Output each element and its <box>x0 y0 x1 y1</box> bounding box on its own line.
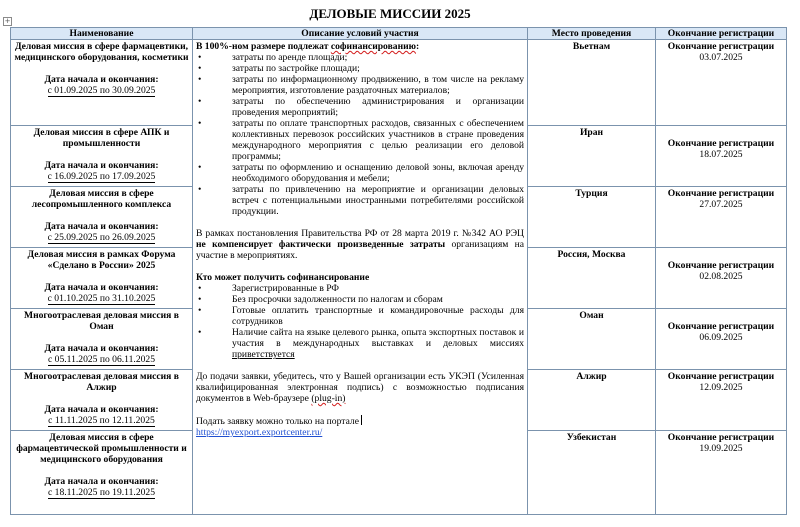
place-cell[interactable]: Вьетнам <box>528 40 656 126</box>
table-move-handle[interactable]: + <box>4 17 11 25</box>
decree-text: В рамках постановления Правительства РФ от 28 марта 2019 г. №342 АО РЭЦ <box>196 228 524 239</box>
list-item: • Зарегистрированные в РФ <box>196 283 524 294</box>
deadline-cell[interactable] <box>656 126 787 187</box>
ukep-text: До подачи заявки, убедитесь, что у Вашей организации есть УКЭП (Усиленная квалифицированная электронная подпись) с возможностью подписания документов в Web-браузере <box>196 371 524 404</box>
deadline-cell[interactable] <box>656 309 787 370</box>
cofin-word: софинансированию <box>330 41 416 52</box>
deadline-date: 06.09.2025 <box>699 332 743 343</box>
place-cell[interactable]: Турция <box>528 187 656 248</box>
mission-dates: с 18.11.2025 по 19.11.2025 <box>47 487 156 498</box>
place-cell[interactable]: Узбекистан <box>528 431 656 515</box>
who-site-text: Наличие сайта на языке целевого рынка, опыта экспортных поставок и участия в международных выставках и деловых миссиях <box>232 327 524 349</box>
deadline-cell[interactable] <box>656 40 787 126</box>
mission-name: Многоотраслевая деловая миссия в Оман <box>24 310 179 332</box>
deadline-label: Окончание регистрации <box>667 321 775 332</box>
description-cell[interactable] <box>193 40 528 515</box>
mission-name: Деловая миссия в рамках Форума «Сделано в России» 2025 <box>27 249 176 271</box>
mission-dates: с 16.09.2025 по 17.09.2025 <box>47 171 156 182</box>
portal-link[interactable]: https://myexport.exportcenter.ru/ <box>196 427 323 438</box>
place-cell[interactable]: Россия, Москва <box>528 248 656 309</box>
deadline-label: Окончание регистрации <box>667 138 775 149</box>
list-item: • затраты по информационному продвижению, в том числе на рекламу мероприятия, изготовление раздаточных материалов; <box>196 74 524 96</box>
missions-table <box>10 27 787 515</box>
mission-dates: с 11.11.2025 по 12.11.2025 <box>48 415 155 426</box>
list-item: • затраты по привлечению на мероприятие и организации деловых встреч с потенциальными иностранными потребителями российской продукции. <box>196 184 524 217</box>
cofin-colon: : <box>415 41 420 52</box>
who-list <box>196 283 524 360</box>
cofin-prefix: В 100%-ном размере подлежат <box>196 41 331 52</box>
decree-paragraph <box>196 228 524 261</box>
ukep-plugin: (plug-in) <box>311 393 346 404</box>
dates-label: Дата начала и окончания: <box>44 343 159 354</box>
who-welcome: приветствуется <box>232 349 295 360</box>
mission-name-cell[interactable] <box>11 309 193 370</box>
deadline-date: 19.09.2025 <box>699 443 743 454</box>
deadline-date: 27.07.2025 <box>699 199 743 210</box>
cofin-list <box>196 52 524 217</box>
list-item: • затраты по оплате транспортных расходов, связанных с обеспечением коллективных перевозок российских участников в стране проведения международного мероприятия с целью реализации его деловой программы; <box>196 118 524 162</box>
dates-label: Дата начала и окончания: <box>44 74 159 85</box>
dates-label: Дата начала и окончания: <box>44 221 159 232</box>
deadline-label: Окончание регистрации <box>667 41 775 52</box>
header-deadline: Окончание регистрации <box>656 28 787 40</box>
deadline-label: Окончание регистрации <box>667 260 775 271</box>
header-name: Наименование <box>11 28 193 40</box>
mission-name-cell[interactable] <box>11 370 193 431</box>
mission-name: Многоотраслевая деловая миссия в Алжир <box>24 371 179 393</box>
ukep-paragraph <box>196 371 524 404</box>
deadline-label: Окончание регистрации <box>667 432 775 443</box>
mission-dates: с 01.09.2025 по 30.09.2025 <box>47 85 156 96</box>
deadline-label: Окончание регистрации <box>667 371 775 382</box>
table-header-row <box>11 28 787 40</box>
page-title: ДЕЛОВЫЕ МИССИИ 2025 <box>309 6 471 21</box>
place-cell[interactable]: Алжир <box>528 370 656 431</box>
mission-dates: с 05.11.2025 по 06.11.2025 <box>47 354 156 365</box>
header-description: Описание условий участия <box>193 28 528 40</box>
deadline-date: 03.07.2025 <box>699 52 743 63</box>
portal-paragraph <box>196 415 524 427</box>
dates-label: Дата начала и окончания: <box>44 404 159 415</box>
table-row <box>11 40 787 126</box>
place-cell[interactable]: Иран <box>528 126 656 187</box>
text-cursor <box>361 415 362 425</box>
list-item <box>196 327 524 360</box>
list-item: • затраты по застройке площади; <box>196 63 524 74</box>
deadline-date: 12.09.2025 <box>699 382 743 393</box>
list-item: • затраты по обеспечению администрирования и организации проведения мероприятий; <box>196 96 524 118</box>
deadline-date: 18.07.2025 <box>699 149 743 160</box>
deadline-cell[interactable] <box>656 248 787 309</box>
dates-label: Дата начала и окончания: <box>44 476 159 487</box>
deadline-date: 02.08.2025 <box>699 271 743 282</box>
portal-text: Подать заявку можно только на портале <box>196 416 359 427</box>
header-place: Место проведения <box>528 28 656 40</box>
mission-name-cell[interactable] <box>11 187 193 248</box>
mission-name-cell[interactable] <box>11 126 193 187</box>
dates-label: Дата начала и окончания: <box>44 160 159 171</box>
deadline-cell[interactable] <box>656 370 787 431</box>
list-item: • затраты по аренде площади; <box>196 52 524 63</box>
list-item: • Без просрочки задолженности по налогам и сборам <box>196 294 524 305</box>
decree-bold: не компенсирует фактически произведенные затраты <box>196 239 446 250</box>
list-item: • затраты по оформлению и оснащению деловой зоны, включая аренду необходимого оборудования и мебели; <box>196 162 524 184</box>
mission-name: Деловая миссия в сфере фармацевтической промышленности и медицинского оборудования <box>16 432 187 465</box>
mission-name: Деловая миссия в сфере АПК и промышленности <box>33 127 170 149</box>
list-item: • Готовые оплатить транспортные и командировочные расходы для сотрудников <box>196 305 524 327</box>
mission-name-cell[interactable] <box>11 248 193 309</box>
place-cell[interactable]: Оман <box>528 309 656 370</box>
mission-name: Деловая миссия в сфере лесопромышленного комплекса <box>31 188 172 210</box>
mission-name: Деловая миссия в сфере фармацевтики, медицинского оборудования, косметики <box>14 41 189 63</box>
mission-name-cell[interactable] <box>11 431 193 515</box>
mission-name-cell[interactable] <box>11 40 193 126</box>
who-heading: Кто может получить софинансирование <box>196 272 370 283</box>
decree-tail: организациям на участие в мероприятиях. <box>196 239 524 261</box>
cofin-heading <box>196 41 524 52</box>
mission-dates: с 25.09.2025 по 26.09.2025 <box>47 232 156 243</box>
dates-label: Дата начала и окончания: <box>44 282 159 293</box>
deadline-cell[interactable] <box>656 187 787 248</box>
deadline-label: Окончание регистрации <box>667 188 775 199</box>
deadline-cell[interactable] <box>656 431 787 515</box>
mission-dates: с 01.10.2025 по 31.10.2025 <box>47 293 156 304</box>
